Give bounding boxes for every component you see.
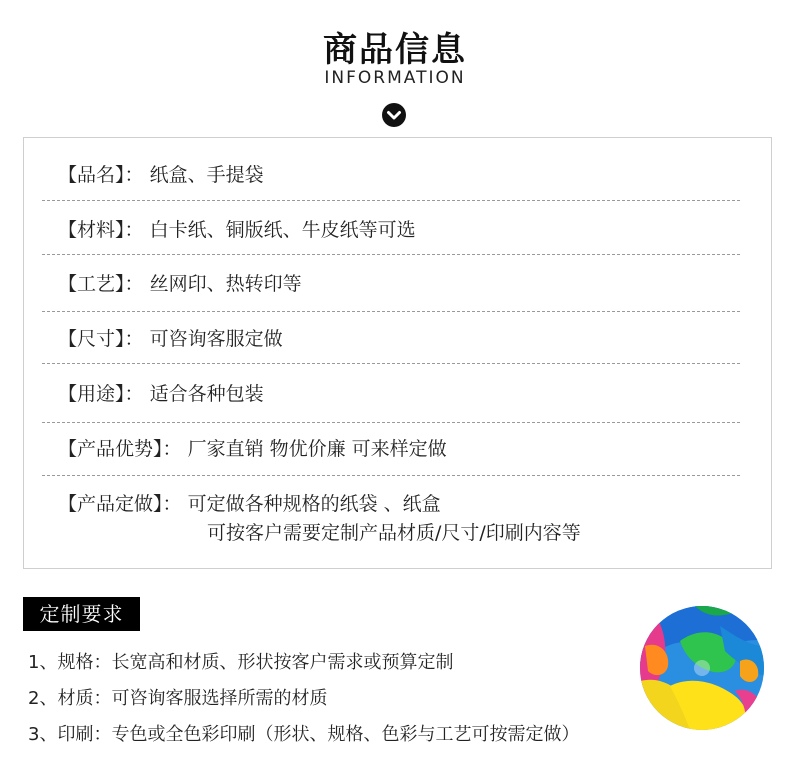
info-row-advantage xyxy=(58,437,447,461)
info-row-craft xyxy=(58,272,302,296)
row-label: 【材料】 xyxy=(58,219,125,241)
page-title: 商品信息 xyxy=(323,30,467,70)
row-label: 【产品优势】 xyxy=(58,438,163,460)
row-sep: ： xyxy=(124,273,144,295)
info-row-size xyxy=(58,327,283,351)
requirement-item: 1、规格：长宽高和材质、形状按客户需求或预算定制 xyxy=(28,652,454,673)
info-row-name xyxy=(58,163,264,187)
row-label: 【产品定做】 xyxy=(58,493,163,515)
row-sep: ： xyxy=(124,219,144,241)
info-row-material xyxy=(58,218,416,242)
row-sep: ： xyxy=(124,383,144,405)
row-divider xyxy=(42,254,740,255)
chevron-down-circle-icon xyxy=(382,103,406,127)
row-label: 【尺寸】 xyxy=(58,328,125,350)
row-value: 可定做各种规格的纸袋 、纸盒 xyxy=(187,493,441,515)
row-value: 纸盒、手提袋 xyxy=(149,164,264,186)
row-value: 白卡纸、铜版纸、牛皮纸等可选 xyxy=(149,219,416,241)
row-divider xyxy=(42,363,740,364)
row-value: 丝网印、热转印等 xyxy=(149,273,302,295)
page-subtitle: INFORMATION xyxy=(324,68,466,88)
row-divider xyxy=(42,311,740,312)
row-divider xyxy=(42,475,740,476)
row-value: 可咨询客服定做 xyxy=(149,328,283,350)
row-value: 厂家直销 物优价廉 可来样定做 xyxy=(187,438,447,460)
requirement-item: 2、材质：可咨询客服选择所需的材质 xyxy=(28,688,328,709)
requirement-item: 3、印刷：专色或全色彩印刷（形状、规格、色彩与工艺可按需定做） xyxy=(28,724,580,745)
info-row-custom xyxy=(58,492,441,516)
paint-splash-image xyxy=(640,606,764,730)
row-value: 适合各种包装 xyxy=(149,383,264,405)
row-sep: ： xyxy=(162,493,182,515)
info-row-usage xyxy=(58,382,264,406)
row-label: 【品名】 xyxy=(58,164,125,186)
row-divider xyxy=(42,200,740,201)
row-label: 【工艺】 xyxy=(58,273,125,295)
row-sep: ： xyxy=(162,438,182,460)
info-row-custom-line2: 可按客户需要定制产品材质/尺寸/印刷内容等 xyxy=(207,522,581,544)
row-sep: ： xyxy=(124,328,144,350)
row-divider xyxy=(42,422,740,423)
row-label: 【用途】 xyxy=(58,383,125,405)
row-sep: ： xyxy=(124,164,144,186)
requirements-title: 定制要求 xyxy=(23,597,140,631)
